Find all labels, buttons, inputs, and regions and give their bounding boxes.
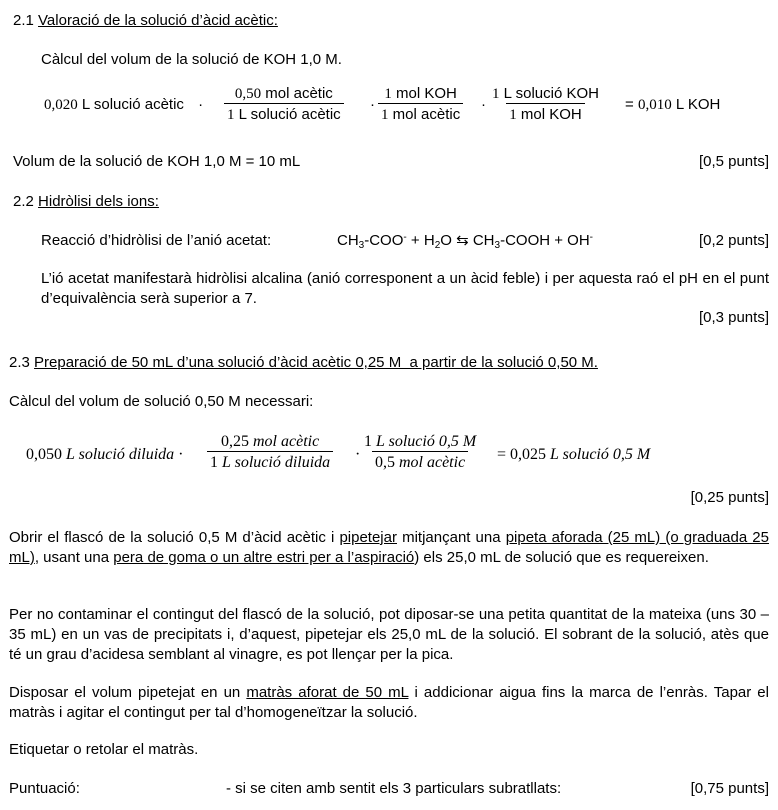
section-title: Valoració de la solució d’àcid acètic: xyxy=(38,12,278,29)
s23-eq-points: [0,25 punts] xyxy=(690,489,769,506)
s21-result-line: Volum de la solució de KOH 1,0 M = 10 mL xyxy=(13,153,301,170)
section-title: Preparació de 50 mL d’una solució d’àcid acètic 0,25 M a partir de la solució 0,50 M. xyxy=(34,354,598,371)
hydrolysis-explanation: L’ió acetat manifestarà hidròlisi alcalina (anió corresponent a un àcid feble) i per aquesta raó el pH en el punt d’equivalència serà superior a 7. xyxy=(41,270,769,307)
section-2-3-heading xyxy=(9,354,598,372)
scoring-points: [0,75 punts] xyxy=(690,780,769,797)
eq-fraction-1: 0,25 mol acètic 1 L solució diluida xyxy=(207,433,333,472)
scoring-text: - si se citen amb sentit els 3 particulars subratllats: xyxy=(226,780,562,797)
equilibrium-arrow-icon: ⇆ xyxy=(456,232,469,249)
eq-fraction-1: 0,50 mol acètic 1 L solució acètic xyxy=(224,85,344,124)
eq-fraction-2: 1 L solució 0,5 M 0,5 mol acètic xyxy=(364,433,477,471)
section-2-1-heading xyxy=(13,12,278,30)
s23-intro: Càlcul del volum de solució 0,50 M necessari: xyxy=(9,393,314,410)
pipetting-paragraph: Obrir el flascó de la solució 0,5 M d’àcid acètic i pipetejar mitjançant una pipeta aforada (25 mL) (o graduada 25 mL), usant una pera de goma o un altre estri per a l’aspiració) els 25,0 mL de solució que es requereixen. xyxy=(9,529,769,566)
flask-paragraph: Disposar el volum pipetejat en un matràs aforat de 50 mL i addicionar aigua fins la marca de l’enràs. Tapar el matràs i agitar el contingut per tal d’homogeneïtzar la solució. xyxy=(9,684,769,721)
section-number: 2.1 xyxy=(13,12,34,29)
eq-result: = 0,010 L KOH xyxy=(625,96,721,113)
eq-lead: 0,020 L solució acètic · xyxy=(44,96,204,113)
s21-points: [0,5 punts] xyxy=(698,153,769,170)
eq-fraction-2: 1 mol KOH 1 mol acètic xyxy=(378,85,463,124)
reaction-label: Reacció d’hidròlisi de l’anió acetat: xyxy=(41,232,272,249)
reaction-points: [0,2 punts] xyxy=(698,232,769,249)
section-title: Hidròlisi dels ions: xyxy=(38,193,159,210)
explanation-points: [0,3 punts] xyxy=(698,309,769,326)
section-number: 2.2 xyxy=(13,193,34,210)
s21-intro: Càlcul del volum de la solució de KOH 1,0 M. xyxy=(41,51,342,68)
contamination-paragraph: Per no contaminar el contingut del flascó de la solució, pot diposar-se una petita quantitat de la mateixa (uns 30 – 35 mL) en un vas de precipitats i, d’aquest, pipetejar els 25,0 mL de la solució. El sobrant de la solució, atès que té un grau d’acidesa semblant al vinagre, es pot llençar per la pica. xyxy=(9,606,769,663)
label-paragraph: Etiquetar o retolar el matràs. xyxy=(9,741,199,758)
eq-result: = 0,025 L solució 0,5 M xyxy=(497,446,651,463)
eq-lead: 0,050 L solució diluida · xyxy=(26,446,184,463)
section-number: 2.3 xyxy=(9,354,30,371)
eq-fraction-3: 1 L solució KOH 1 mol KOH xyxy=(492,85,599,123)
section-2-2-heading xyxy=(13,193,159,211)
hydrolysis-reaction: $CH_3-COO^- + H_2O$ ⇆ $CH_3$-COOH + OH- xyxy=(337,232,594,251)
scoring-label: Puntuació: xyxy=(9,780,80,797)
